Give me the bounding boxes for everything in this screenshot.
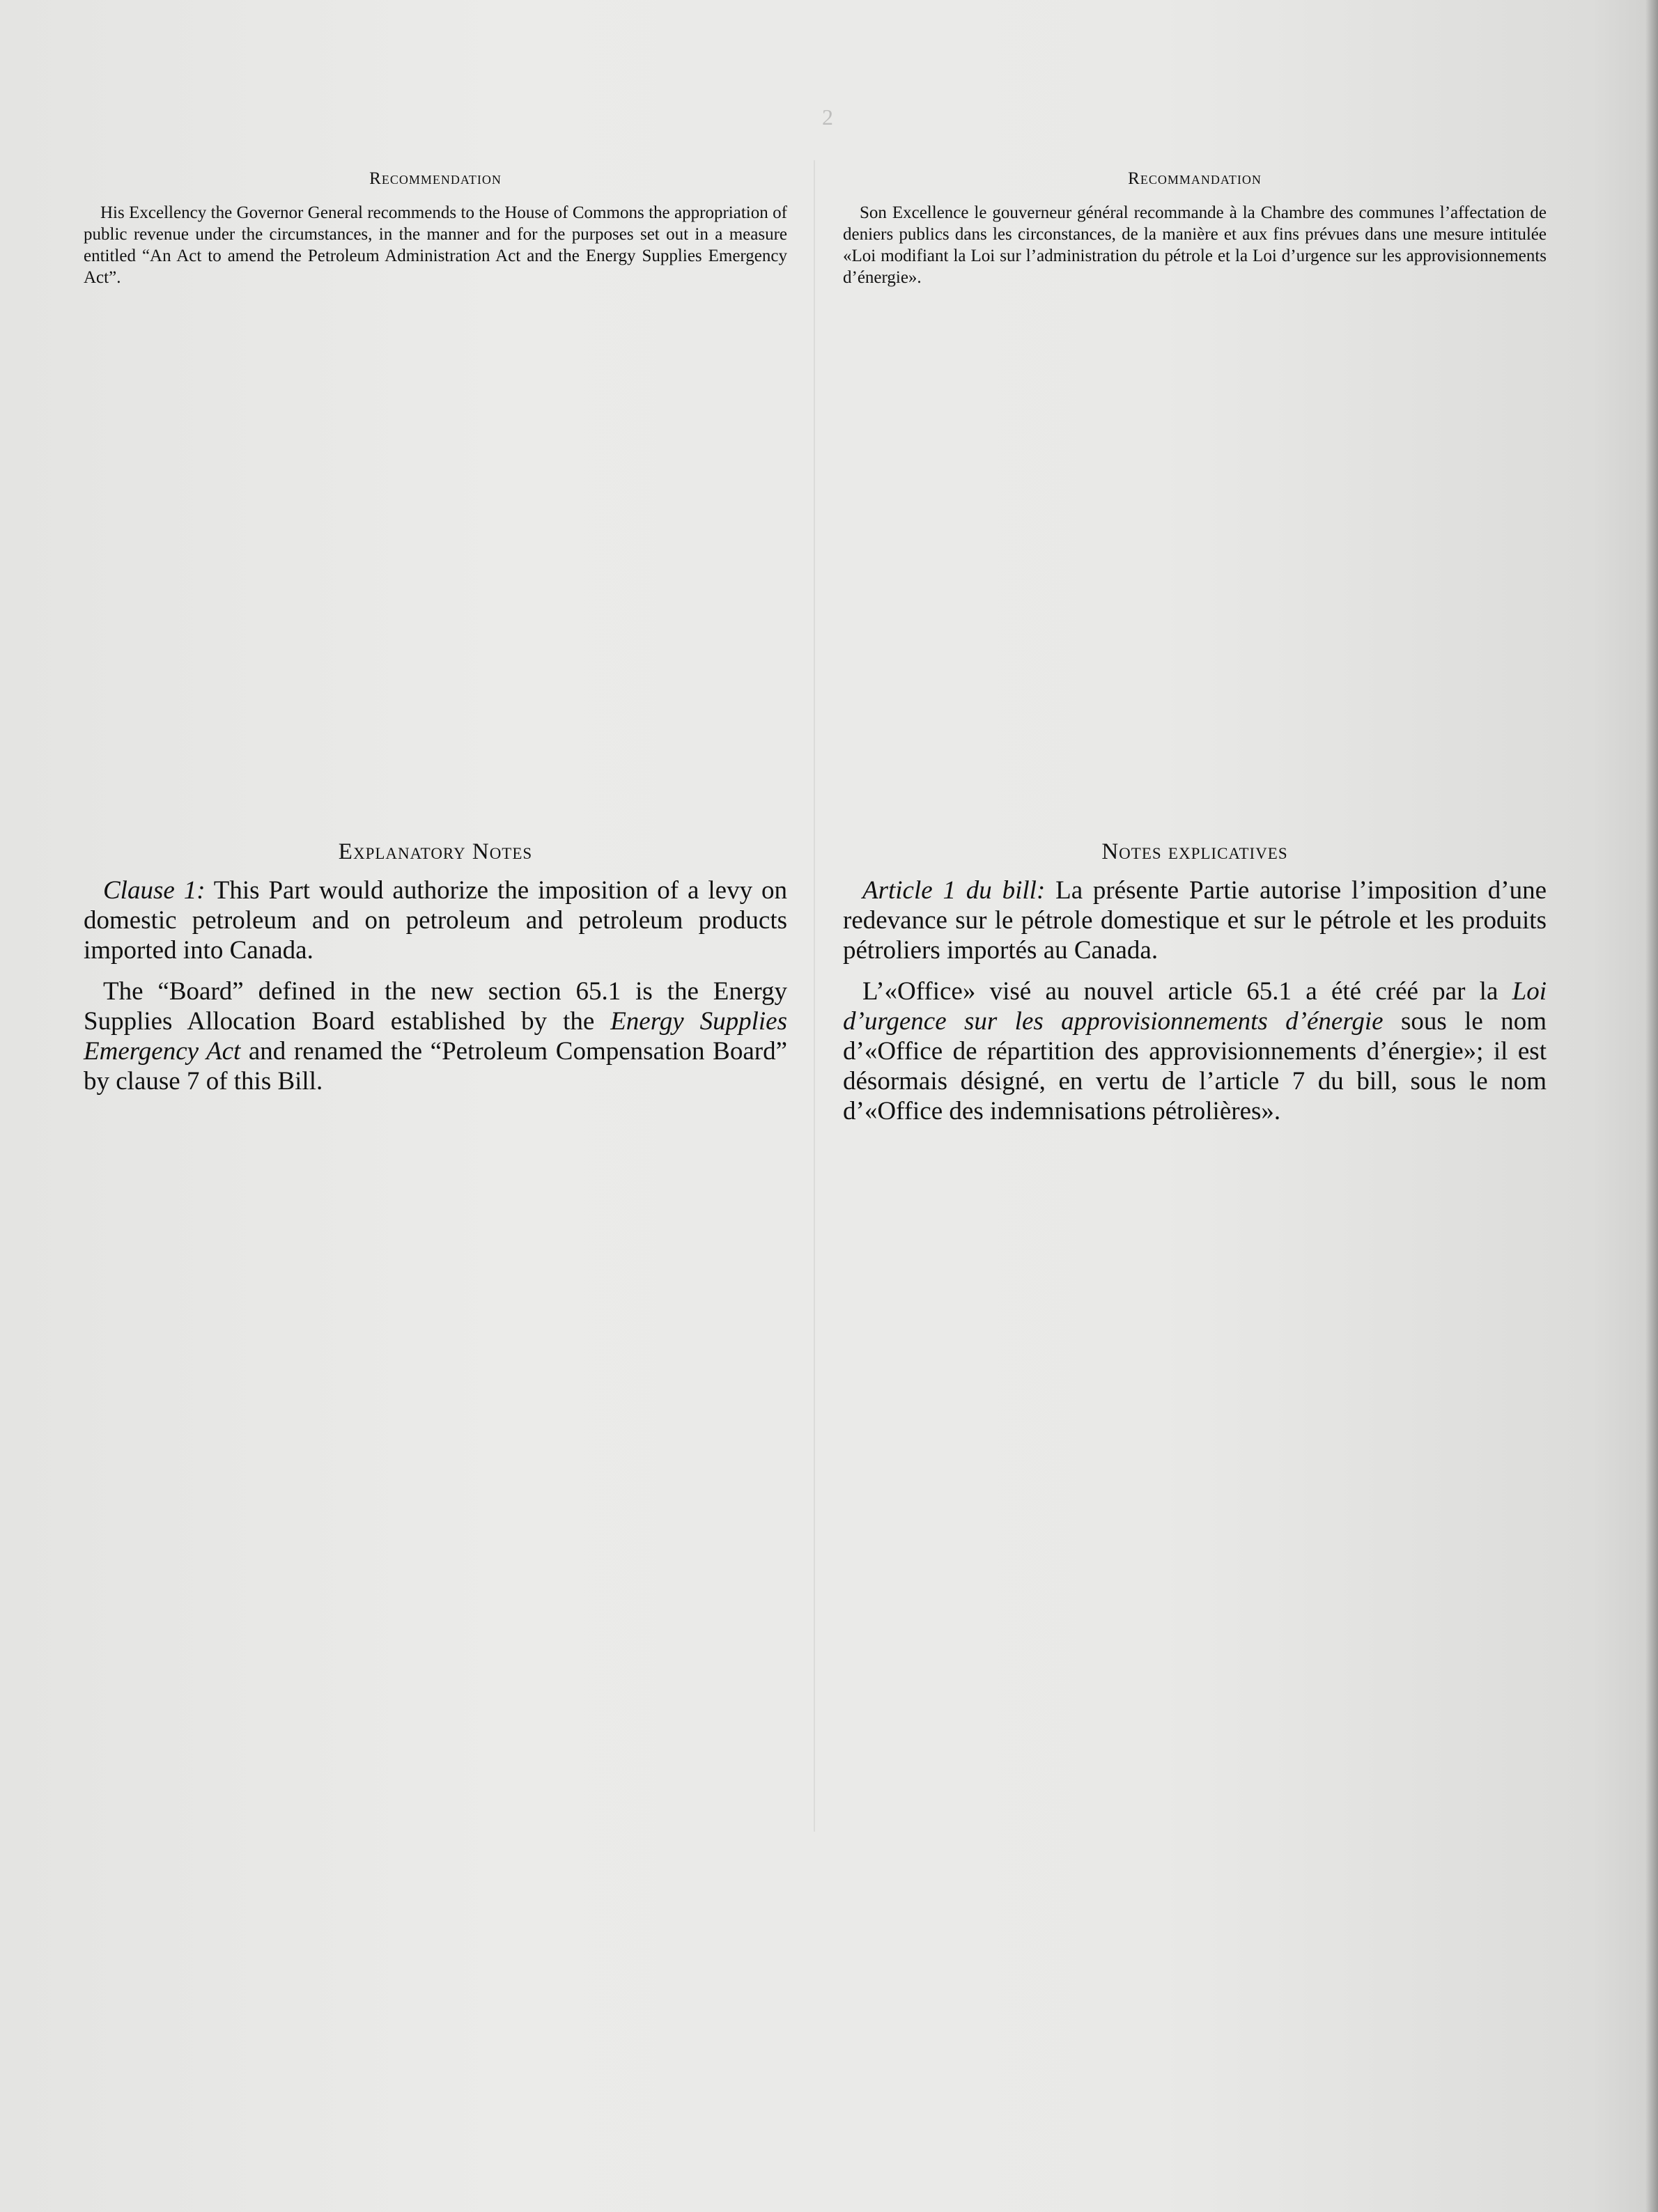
note-text-2b-en: and renamed the “Petroleum Compensation Board” by clause 7 of this Bill. <box>84 1037 788 1096</box>
note-paragraph-2-fr <box>843 976 1547 1126</box>
explanatory-notes-en <box>84 875 787 1107</box>
explanatory-notes-heading-en: Explanatory Notes <box>338 839 533 864</box>
note-text-1-en: This Part would authorize the imposition of a levy on domestic petroleum and on petroleum and petroleum products imported into Canada. <box>84 876 787 965</box>
explanatory-notes-heading-fr: Notes explicatives <box>1101 839 1288 864</box>
note-text-2a-fr: L’«Office» visé au nouvel article 65.1 a été créé par la <box>862 977 1512 1006</box>
note-text-1-fr: La présente Partie autorise l’imposition d’une redevance sur le pétrole domestique et sur le pétrole et les produits pétroliers importés au Canada. <box>843 876 1547 965</box>
explanatory-notes-fr <box>843 875 1547 1137</box>
recommendation-heading-en: Recommendation <box>369 169 502 188</box>
note-paragraph-1-fr <box>843 875 1547 965</box>
note-paragraph-2-en <box>84 976 787 1096</box>
note-text-2a-en: The “Board” defined in the new section 65.1 is the Energy Supplies Allocation Board established by the <box>84 977 787 1036</box>
page-edge-shadow <box>1645 0 1658 2212</box>
note-text-2b-fr: sous le nom d’«Office de répartition des approvisionnements d’énergie»; il est désormais désigné, en vertu de l’article 7 du bill, sous le nom d’«Office des indemnisations pétrolières». <box>843 1007 1547 1126</box>
note-paragraph-1-en <box>84 875 787 965</box>
show-through-rule <box>814 160 815 1832</box>
clause-label-fr: Article 1 du bill: <box>862 876 1046 905</box>
page-number: 2 <box>822 104 833 130</box>
recommendation-text-en: His Excellency the Governor General recommends to the House of Commons the appropriation of public revenue under the circumstances, in the manner and for the purposes set out in a measure entitled “An Act to amend the Petroleum Administration Act and the Energy Supplies Emergency Act”. <box>84 203 787 287</box>
act-title-en: Energy Supplies Emergency Act <box>84 1007 787 1066</box>
clause-label-en: Clause 1: <box>103 876 206 905</box>
act-title-fr: Loi d’urgence sur les approvisionnements d’énergie <box>843 977 1547 1036</box>
recommendation-text-fr: Son Excellence le gouverneur général recommande à la Chambre des communes l’affectation de deniers publics dans les circonstances, de la manière et aux fins prévues dans une mesure intitulée «Loi modifiant la Loi sur l’administration du pétrole et la Loi d’urgence sur les approvisionnements d’énergie». <box>843 203 1547 287</box>
recommendation-heading-fr: Recommandation <box>1128 169 1262 188</box>
